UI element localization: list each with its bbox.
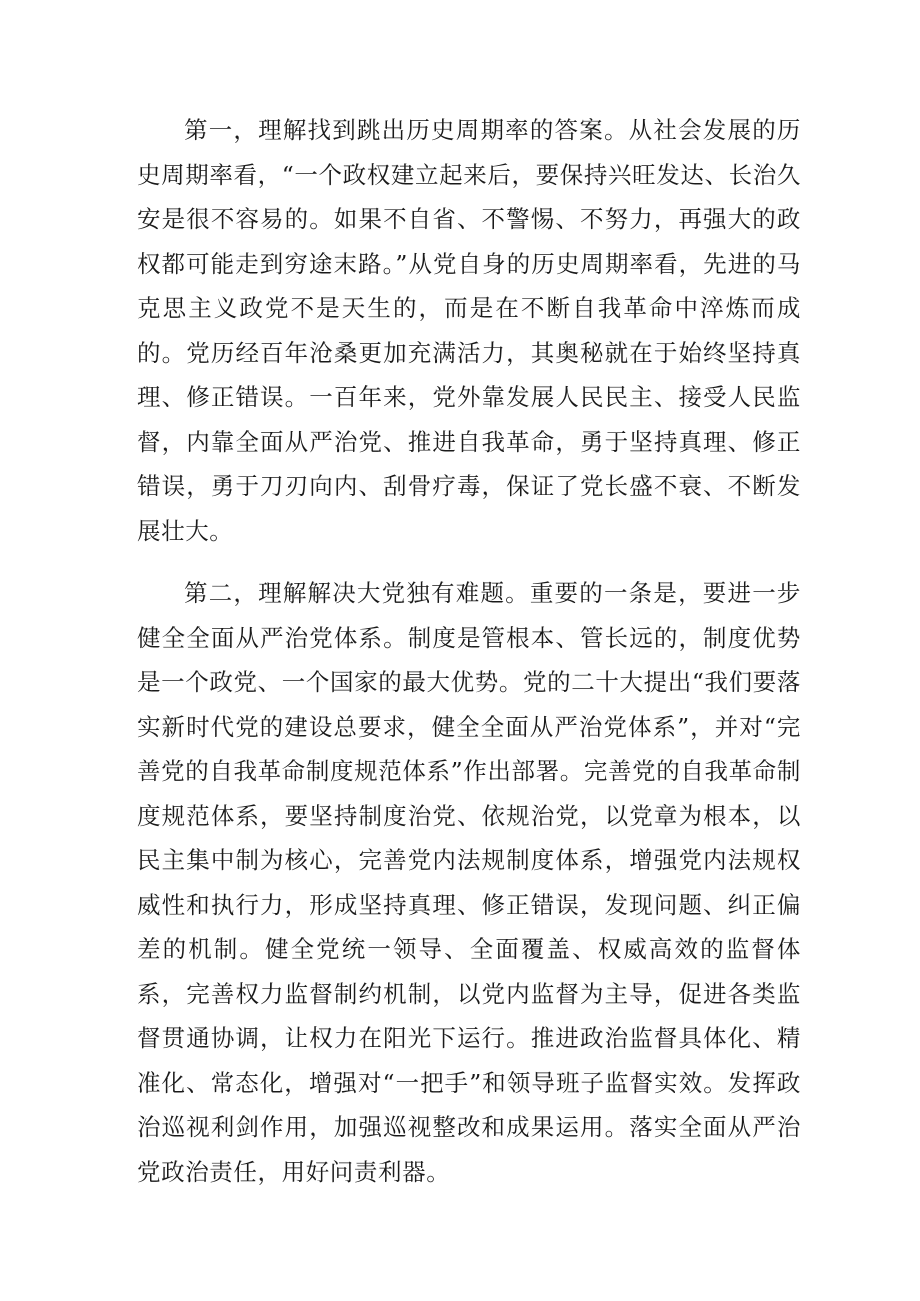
document-body [137,108,801,1194]
paragraph-2: 第二，理解解决大党独有难题。重要的一条是，要进一步健全全面从严治党体系。制度是管根本、管长远的，制度优势是一个政党、一个国家的最大优势。党的二十大提出“我们要落实新时代党的建设总要求，健全全面从严治党体系”，并对“完善党的自我革命制度规范体系”作出部署。完善党的自我革命制度规范体系，要坚持制度治党、依规治党，以党章为根本，以民主集中制为核心，完善党内法规制度体系，增强党内法规权威性和执行力，形成坚持真理、修正错误，发现问题、纠正偏差的机制。健全党统一领导、全面覆盖、权威高效的监督体系，完善权力监督制约机制，以党内监督为主导，促进各类监督贯通协调，让权力在阳光下运行。推进政治监督具体化、精准化、常态化，增强对“一把手”和领导班子监督实效。发挥政治巡视利剑作用，加强巡视整改和成果运用。落实全面从严治党政治责任，用好问责利器。 [137,579,801,1186]
paragraph-1: 第一，理解找到跳出历史周期率的答案。从社会发展的历史周期率看，“一个政权建立起来后，要保持兴旺发达、长治久安是很不容易的。如果不自省、不警惕、不努力，再强大的政权都可能走到穷途末路。”从党自身的历史周期率看，先进的马克思主义政党不是天生的，而是在不断自我革命中淬炼而成的。党历经百年沧桑更加充满活力，其奥秘就在于始终坚持真理、修正错误。一百年来，党外靠发展人民民主、接受人民监督，内靠全面从严治党、推进自我革命，勇于坚持真理、修正错误，勇于刀刃向内、刮骨疗毒，保证了党长盛不衰、不断发展壮大。 [137,116,801,545]
